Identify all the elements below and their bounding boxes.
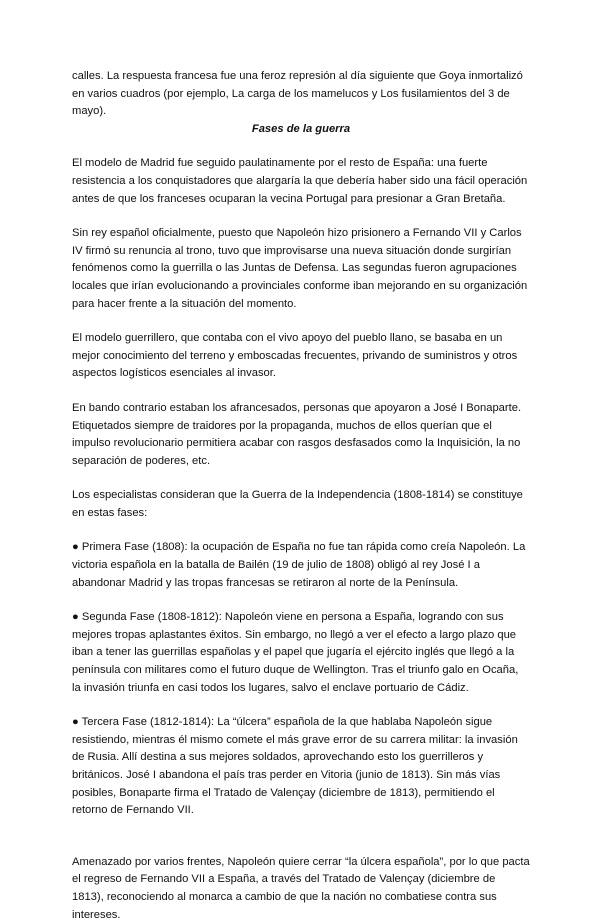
paragraph-afrancesados: En bando contrario estaban los afrancesados, personas que apoyaron a José I Bonaparte. Etiquetados siempre de traidores por la propaganda, muchos de ellos querían que el impulso revolucionario permitiera acabar con rasgos desfasados como la Inquisición, la no separación de poderes, etc.	[72, 401, 522, 467]
intro-paragraph: calles. La respuesta francesa fue una feroz represión al día siguiente que Goya inmortalizó en varios cuadros (por ejemplo, La carga de los mamelucos y Los fusilamientos del 3 de mayo).	[72, 70, 523, 118]
paragraph-no-king: Sin rey español oficialmente, puesto que Napoleón hizo prisionero a Fernando VII y Carlos IV firmó su renuncia al trono, tuvo que improvisarse una nueva situación donde surgirían fenómenos como la guerrilla o las Juntas de Defensa. Las segundas fueron agrupaciones locales que irían evolucionando a provinciales conforme iban mejorando en su organización para hacer frente a la situación del momento.	[72, 227, 528, 310]
paragraph-madrid-model: El modelo de Madrid fue seguido paulatinamente por el resto de España: una fuerte resistencia a los conquistadores que alargaría la que debería haber sido una fácil operación antes de que los franceses ocuparan la vecina Portugal para presionar a Gran Bretaña.	[72, 157, 528, 205]
section-title: Fases de la guerra	[251, 122, 351, 135]
list-item-phase-1: ● Primera Fase (1808): la ocupación de España no fue tan rápida como creía Napoleón. La victoria española en la batalla de Bailén (19 de julio de 1808) obligó al rey José I a abandonar Madrid y las tropas francesas se retiraron al norte de la Península.	[72, 541, 526, 589]
list-item-phase-3: ● Tercera Fase (1812-1814): La “úlcera” española de la que hablaba Napoleón sigue resistiendo, mientras él mismo comete el más grave error de su carrera militar: la invasión de Rusia. Allí destina a sus mejores soldados, aprovechando esto los guerrilleros y británicos. José I abandona el país tras perder en Vitoria (junio de 1813). Sin más vías posibles, Bonaparte firma el Tratado de Valençay (diciembre de 1813), permitiendo el retorno de Fernando VII.	[72, 716, 518, 817]
paragraph-phases-intro: Los especialistas consideran que la Guerra de la Independencia (1808-1814) se constituye en estas fases:	[72, 489, 523, 519]
document-page	[72, 68, 530, 924]
list-item-phase-2: ● Segunda Fase (1808-1812): Napoleón viene en persona a España, logrando con sus mejores tropas aplastantes éxitos. Sin embargo, no llegó a ver el efecto a largo plazo que iban a tener las guerrillas españolas y el papel que jugaría el ejército inglés que llegó a la península con militares como el futuro duque de Wellington. Tras el triunfo galo en Ocaña, la invasión triunfa en casi todos los lugares, salvo el enclave portuario de Cádiz.	[72, 611, 519, 694]
closing-paragraph: Amenazado por varios frentes, Napoleón quiere cerrar “la úlcera española”, por lo que pacta el regreso de Fernando VII a España, a través del Tratado de Valençay (diciembre de 1813), reconociendo al monarca a cambio de que la nación no combatiese contra sus intereses.	[72, 855, 530, 921]
paragraph-guerrilla-model: El modelo guerrillero, que contaba con el vivo apoyo del pueblo llano, se basaba en un mejor conocimiento del terreno y emboscadas frecuentes, privando de suministros y otros aspectos logísticos esenciales al invasor.	[72, 332, 518, 380]
